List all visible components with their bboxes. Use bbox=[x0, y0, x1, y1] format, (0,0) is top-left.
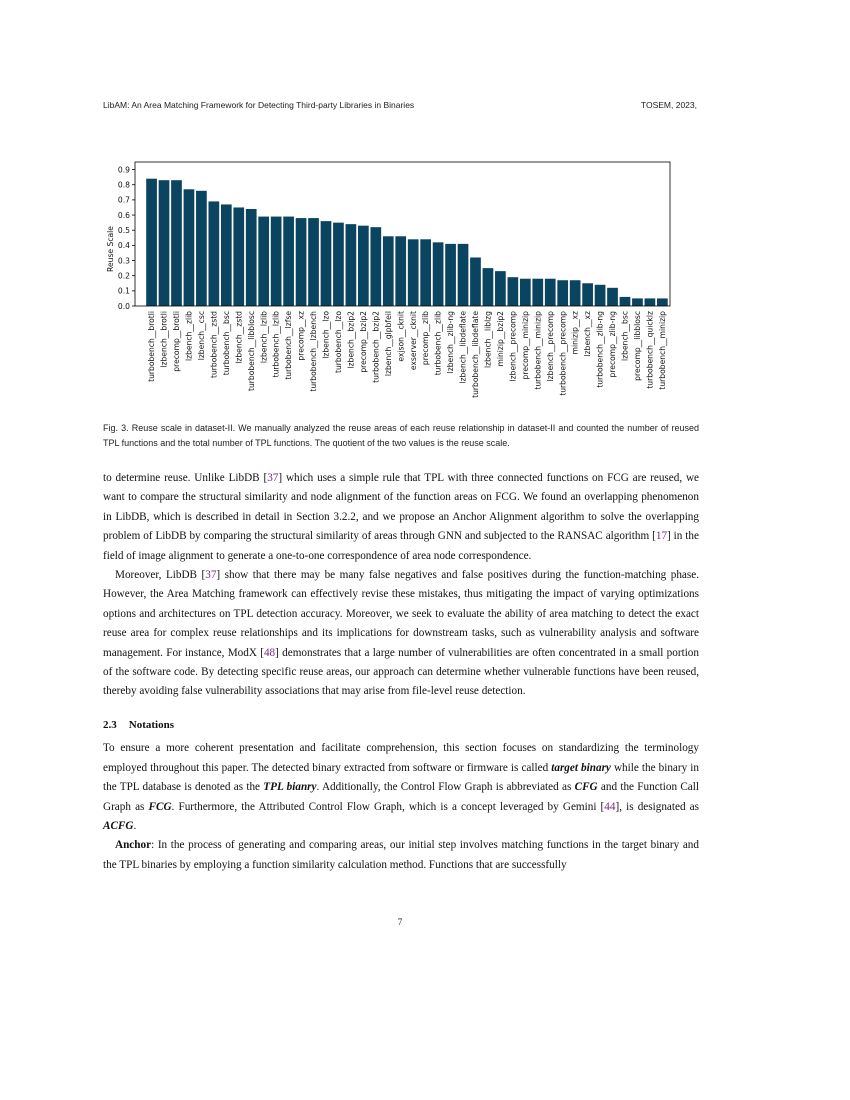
x-tick-label: turbobench__zlib bbox=[433, 311, 443, 376]
paper-title: LibAM: An Area Matching Framework for Detecting Third-party Libraries in Binaries bbox=[103, 100, 415, 110]
bar bbox=[483, 268, 494, 306]
bar bbox=[221, 204, 232, 306]
bar bbox=[171, 180, 182, 306]
bar bbox=[545, 279, 556, 306]
venue: TOSEM, 2023, bbox=[640, 100, 697, 110]
bar bbox=[495, 271, 506, 306]
bar bbox=[470, 257, 481, 306]
bar bbox=[258, 217, 269, 306]
x-tick-label: minizip__xz bbox=[570, 311, 580, 355]
bar bbox=[582, 283, 593, 306]
y-tick-label: 0.8 bbox=[117, 180, 130, 190]
y-axis-label: Reuse Scale bbox=[106, 226, 115, 272]
term: TPL bianry bbox=[263, 781, 317, 794]
x-tick-label: turbobench__precomp bbox=[558, 311, 568, 396]
term: target binary bbox=[551, 761, 611, 774]
reuse-scale-bar-chart bbox=[100, 155, 700, 415]
bar bbox=[458, 244, 469, 306]
x-tick-label: exjson__cknit bbox=[396, 311, 406, 362]
section-number: 2.3 bbox=[103, 718, 117, 731]
bar bbox=[333, 223, 344, 306]
bar bbox=[321, 221, 332, 306]
x-tick-label: turbobench__minizip bbox=[657, 311, 667, 390]
y-tick-label: 0.3 bbox=[117, 256, 130, 266]
bar bbox=[408, 239, 419, 306]
y-tick-label: 0.5 bbox=[117, 226, 130, 236]
x-tick-label: lzbench__bsc bbox=[620, 311, 630, 361]
x-tick-label: lzbench__zlib-ng bbox=[446, 311, 456, 374]
bar bbox=[657, 298, 668, 306]
section-heading bbox=[103, 716, 699, 735]
x-tick-label: lzbench__csc bbox=[196, 311, 206, 361]
x-tick-label: turbobench__minizip bbox=[533, 311, 543, 390]
citation-link[interactable]: 17 bbox=[655, 530, 668, 543]
x-tick-label: turbobench__lzfse bbox=[284, 311, 294, 380]
bar bbox=[246, 209, 257, 306]
x-tick-label: precomp__libblosc bbox=[633, 311, 643, 381]
bar bbox=[433, 242, 444, 306]
body-text bbox=[103, 469, 699, 875]
citation-link[interactable]: 37 bbox=[267, 472, 279, 484]
bar bbox=[595, 285, 606, 306]
paragraph: To ensure a more coherent presentation and facilitate comprehension, this section focuses on standardizing the terminology employed throughout this paper. The detected binary extracted from software or firmware is called target binary while the binary in the TPL database is denoted as the TPL bianry. Additionally, the Control Flow Graph is abbreviated as CFG and the Function Call Graph as FCG. Furthermore, the Attributed Control Flow Graph, which is a concept leveraged by Gemini [44], is designated as ACFG. bbox=[103, 742, 699, 832]
x-tick-label: precomp__minizip bbox=[520, 311, 530, 380]
y-tick-label: 0.0 bbox=[117, 301, 130, 311]
x-tick-label: turbobench__lzlib bbox=[271, 311, 281, 378]
bar bbox=[645, 298, 656, 306]
bar bbox=[632, 298, 643, 306]
term: CFG bbox=[574, 781, 598, 794]
bar bbox=[607, 288, 618, 306]
y-tick-label: 0.2 bbox=[117, 271, 130, 281]
x-tick-label: precomp__xz bbox=[296, 311, 306, 361]
page-number: 7 bbox=[397, 917, 403, 927]
citation-link[interactable]: 44 bbox=[604, 800, 616, 813]
paragraph: to determine reuse. Unlike LibDB [37] which uses a simple rule that TPL with three connected functions on FCG are reused, we want to compare the structural similarity and node alignment of the function areas on FCG. We found an overlapping phenomenon in LibDB, which is described in detail in Section 3.2.2, and we propose an Anchor Alignment algorithm to solve the overlapping problem of LibDB by comparing the structural similarity of areas through GNN and subjected to the RANSAC algorithm [17] in the field of image alignment to generate a one-to-one correspondence of area node correspondence. bbox=[103, 472, 699, 562]
x-tick-label: lzbench__bzip2 bbox=[346, 311, 356, 369]
paragraph: Moreover, LibDB [37] show that there may be many false negatives and false positives during the function-matching phase. However, the Area Matching framework can effectively revise these mistakes, thus mitigating the impact of varying optimizations options and architectures on TPL detection accuracy. Moreover, we seek to evaluate the ability of area matching to detect the exact reuse area for complex reuse relationships and its implications for downstream tasks, such as vulnerability analysis and software management. For instance, ModX [48] demonstrates that a large number of vulnerabilities are often concentrated in a small portion of the software code. By detecting specific reuse areas, our approach can determine whether vulnerable functions have been reused, thereby avoiding false vulnerability associations that may arise from file-level reuse detection. bbox=[103, 569, 700, 698]
x-tick-label: minizip__bzip2 bbox=[495, 311, 505, 367]
x-tick-label: exserver__cknit bbox=[408, 311, 418, 371]
x-tick-label: lzbench__zstd bbox=[234, 311, 244, 364]
x-tick-label: precomp__zlib bbox=[421, 311, 431, 366]
bar bbox=[296, 218, 307, 306]
bar bbox=[445, 244, 456, 306]
bar bbox=[346, 224, 357, 306]
paragraph: Anchor: In the process of generating and comparing areas, our initial step involves matching functions in the target binary and the TPL binaries by employing a function similarity calculation method. Functions that are successfully bbox=[103, 839, 699, 871]
x-tick-label: precomp__brotli bbox=[172, 311, 182, 372]
bar bbox=[383, 236, 394, 306]
x-tick-label: lzbench__lzlib bbox=[259, 311, 269, 364]
x-tick-label: lzbench__zlib bbox=[184, 311, 194, 362]
bar bbox=[233, 207, 244, 306]
x-tick-label: turbobench__zlib-ng bbox=[595, 311, 605, 388]
x-tick-label: turbobench__bzip2 bbox=[371, 311, 381, 383]
x-tick-label: lzbench__libdeflate bbox=[458, 311, 468, 384]
x-tick-label: lzbench__xz bbox=[583, 311, 593, 357]
x-tick-label: precomp__bzip2 bbox=[358, 311, 368, 373]
bar bbox=[620, 297, 631, 306]
bar bbox=[532, 279, 543, 306]
bar bbox=[557, 280, 568, 306]
keyword: Anchor bbox=[115, 839, 152, 852]
x-tick-label: turbobench__brotli bbox=[147, 311, 157, 382]
x-tick-label: lzbench__lzo bbox=[321, 311, 331, 359]
citation-link[interactable]: 37 bbox=[205, 569, 217, 582]
bar bbox=[184, 189, 195, 306]
x-tick-label: lzbench__precomp bbox=[508, 311, 518, 382]
bar bbox=[570, 280, 581, 306]
x-tick-label: turbobench__lzbench bbox=[309, 311, 319, 392]
bar bbox=[358, 226, 369, 306]
bar bbox=[283, 217, 294, 306]
bar bbox=[520, 279, 531, 306]
figure-caption: Fig. 3. Reuse scale in dataset-II. We manually analyzed the reuse areas of each reuse relationship in dataset-II and counted the number of reused TPL functions and the total number of TPL functions. The quotient of the two values is the reuse scale. bbox=[103, 423, 699, 448]
x-tick-label: lzbench__glpbfeil bbox=[383, 311, 393, 377]
x-tick-label: lzbench__brotli bbox=[159, 311, 169, 368]
x-tick-label: precomp__zlib-ng bbox=[608, 311, 618, 378]
x-tick-label: lzbench__liblzg bbox=[483, 311, 493, 368]
bar bbox=[196, 191, 207, 306]
section-title: Notations bbox=[128, 718, 174, 731]
term: ACFG bbox=[103, 819, 134, 832]
citation-link[interactable]: 48 bbox=[263, 646, 276, 659]
bar bbox=[208, 201, 219, 306]
y-tick-label: 0.4 bbox=[117, 241, 130, 251]
bar bbox=[146, 179, 157, 306]
bar bbox=[507, 277, 518, 306]
term: FCG bbox=[148, 800, 172, 813]
x-tick-label: turbobench__lzo bbox=[334, 311, 344, 374]
x-tick-label: turbobench__zstd bbox=[209, 311, 219, 379]
bar bbox=[308, 218, 319, 306]
y-tick-label: 0.6 bbox=[117, 210, 130, 220]
bar bbox=[271, 217, 282, 306]
x-tick-label: turbobench__libdeflate bbox=[471, 311, 481, 398]
x-tick-label: turbobench__quicklz bbox=[645, 311, 655, 389]
x-tick-label: lzbench__precomp bbox=[545, 311, 555, 382]
x-tick-label: turbobench__libblosc bbox=[246, 311, 256, 392]
bar bbox=[420, 239, 431, 306]
y-tick-label: 0.1 bbox=[117, 286, 130, 296]
bar bbox=[395, 236, 406, 306]
bar bbox=[370, 227, 381, 306]
y-tick-label: 0.9 bbox=[117, 165, 130, 175]
y-tick-label: 0.7 bbox=[117, 195, 130, 205]
x-tick-label: turbobench__bsc bbox=[221, 311, 231, 376]
bar bbox=[159, 180, 170, 306]
running-header bbox=[103, 100, 697, 110]
